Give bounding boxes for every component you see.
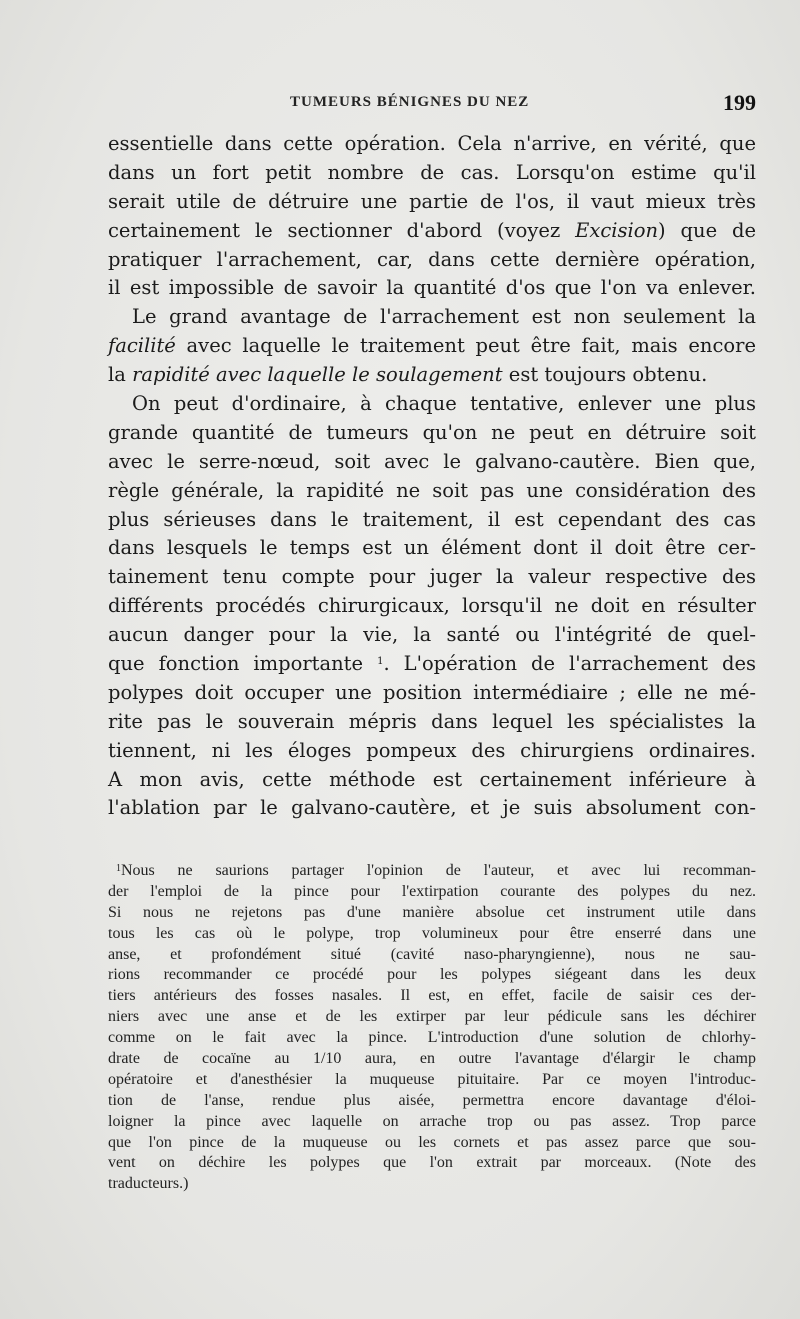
text-line: serait utile de détruire une partie de l'os, il vaut mieux très	[108, 189, 756, 213]
text-segment: certainement le sectionner d'abord (voyez	[108, 218, 576, 242]
footnote-line: comme on le fait avec la pince. L'introduction d'une solution de chlorhy-	[108, 1029, 756, 1047]
footnote-line: Si nous ne rejetons pas d'une manière absolue cet instrument utile dans	[108, 903, 756, 921]
running-head: TUMEURS BÉNIGNES DU NEZ	[290, 94, 530, 110]
text-line: polypes doit occuper une position intermédiaire ; elle ne mé-	[108, 680, 756, 704]
footnote-line: tion de l'anse, rendue plus aisée, permettra encore davantage d'éloi-	[108, 1091, 756, 1109]
text-line: dans lesquels le temps est un élément dont il doit être cer-	[108, 536, 756, 560]
text-line: essentielle dans cette opération. Cela n'arrive, en vérité, que	[108, 132, 756, 155]
text-line: plus sérieuses dans le traitement, il est cependant des cas	[108, 507, 756, 531]
text-line	[108, 361, 756, 390]
text-segment: Nous ne saurions partager l'opinion de l'auteur, et avec lui recomman-	[121, 862, 756, 879]
text-line: A mon avis, cette méthode est certainement inférieure à	[108, 767, 756, 791]
text-segment: que fonction importante	[108, 652, 378, 676]
footnote-line: loigner la pince avec laquelle on arrache trop ou pas assez. Trop parce	[108, 1112, 756, 1130]
text-line: pratiquer l'arrachement, car, dans cette dernière opération,	[108, 247, 756, 271]
footnote-ref: 1	[377, 656, 384, 668]
footnote-marker: 1	[116, 863, 121, 874]
footnote-line: tiers antérieurs des fosses nasales. Il est, en effet, facile de saisir ces der-	[108, 987, 756, 1005]
italic-term-excision: Excision	[575, 218, 659, 242]
text-line	[108, 332, 756, 361]
page-number: 199	[723, 90, 756, 115]
text-line: rite pas le souverain mépris dans lequel les spécialistes la	[108, 709, 756, 733]
text-line: tainement tenu compte pour juger la valeur respective des	[108, 565, 756, 589]
text-line: Le grand avantage de l'arrachement est non seulement la	[132, 305, 756, 329]
footnote-line: niers avec une anse et de les extirper par leur pédicule sans les déchirer	[108, 1008, 756, 1026]
footnote-line: opératoire et d'anesthésier la muqueuse pituitaire. Par ce moyen l'introduc-	[108, 1070, 756, 1088]
text-line	[108, 217, 756, 246]
text-line: dans un fort petit nombre de cas. Lorsqu'on estime qu'il	[108, 160, 756, 184]
italic-phrase-rapidite: rapidité avec laquelle le soulagement	[132, 363, 503, 387]
text-segment: ) que de	[658, 218, 757, 242]
text-segment: est toujours obtenu.	[502, 363, 708, 387]
text-line	[108, 650, 756, 679]
text-line: On peut d'ordinaire, à chaque tentative, enlever une plus	[132, 392, 756, 416]
body-text	[108, 130, 756, 823]
italic-term-facilite: facilité	[108, 334, 176, 358]
text-line: règle générale, la rapidité ne soit pas une considération des	[108, 478, 756, 502]
footnote-line: traducteurs.)	[108, 1175, 189, 1193]
footnote-line: tous les cas où le polype, trop volumineux pour être enserré dans une	[108, 924, 756, 942]
text-line: tiennent, ni les éloges pompeux des chirurgiens ordinaires.	[108, 738, 756, 762]
footnote-line: drate de cocaïne au 1/10 aura, en outre l'avantage d'élargir le champ	[108, 1050, 756, 1068]
text-line: grande quantité de tumeurs qu'on ne peut en détruire soit	[108, 420, 756, 444]
text-segment: . L'opération de l'arrachement des	[383, 652, 757, 676]
footnote-line: vent on déchire les polypes que l'on extrait par morceaux. (Note des	[108, 1154, 756, 1172]
page-header	[108, 92, 756, 122]
footnote	[108, 861, 756, 1195]
text-line: avec le serre-nœud, soit avec le galvano-cautère. Bien que,	[108, 449, 756, 473]
footnote-line: anse, et profondément situé (cavité naso-pharyngienne), nous ne sau-	[108, 945, 756, 963]
footnote-line: rions recommander ce procédé pour les polypes siégeant dans les deux	[108, 966, 756, 984]
text-line: il est impossible de savoir la quantité d'os que l'on va enlever.	[108, 276, 756, 300]
text-segment: la	[108, 363, 133, 387]
footnote-line: der l'emploi de la pince pour l'extirpation courante des polypes du nez.	[108, 882, 756, 900]
text-line: différents procédés chirurgicaux, lorsqu'il ne doit en résulter	[108, 594, 756, 618]
text-line: l'ablation par le galvano-cautère, et je suis absolument con-	[108, 796, 756, 820]
text-segment: avec laquelle le traitement peut être fait, mais encore	[175, 334, 756, 358]
footnote-line: que l'on pince de la muqueuse ou les cornets et pas assez parce que sou-	[108, 1133, 756, 1151]
footnote-line	[108, 861, 756, 882]
text-line: aucun danger pour la vie, la santé ou l'intégrité de quel-	[108, 623, 756, 647]
